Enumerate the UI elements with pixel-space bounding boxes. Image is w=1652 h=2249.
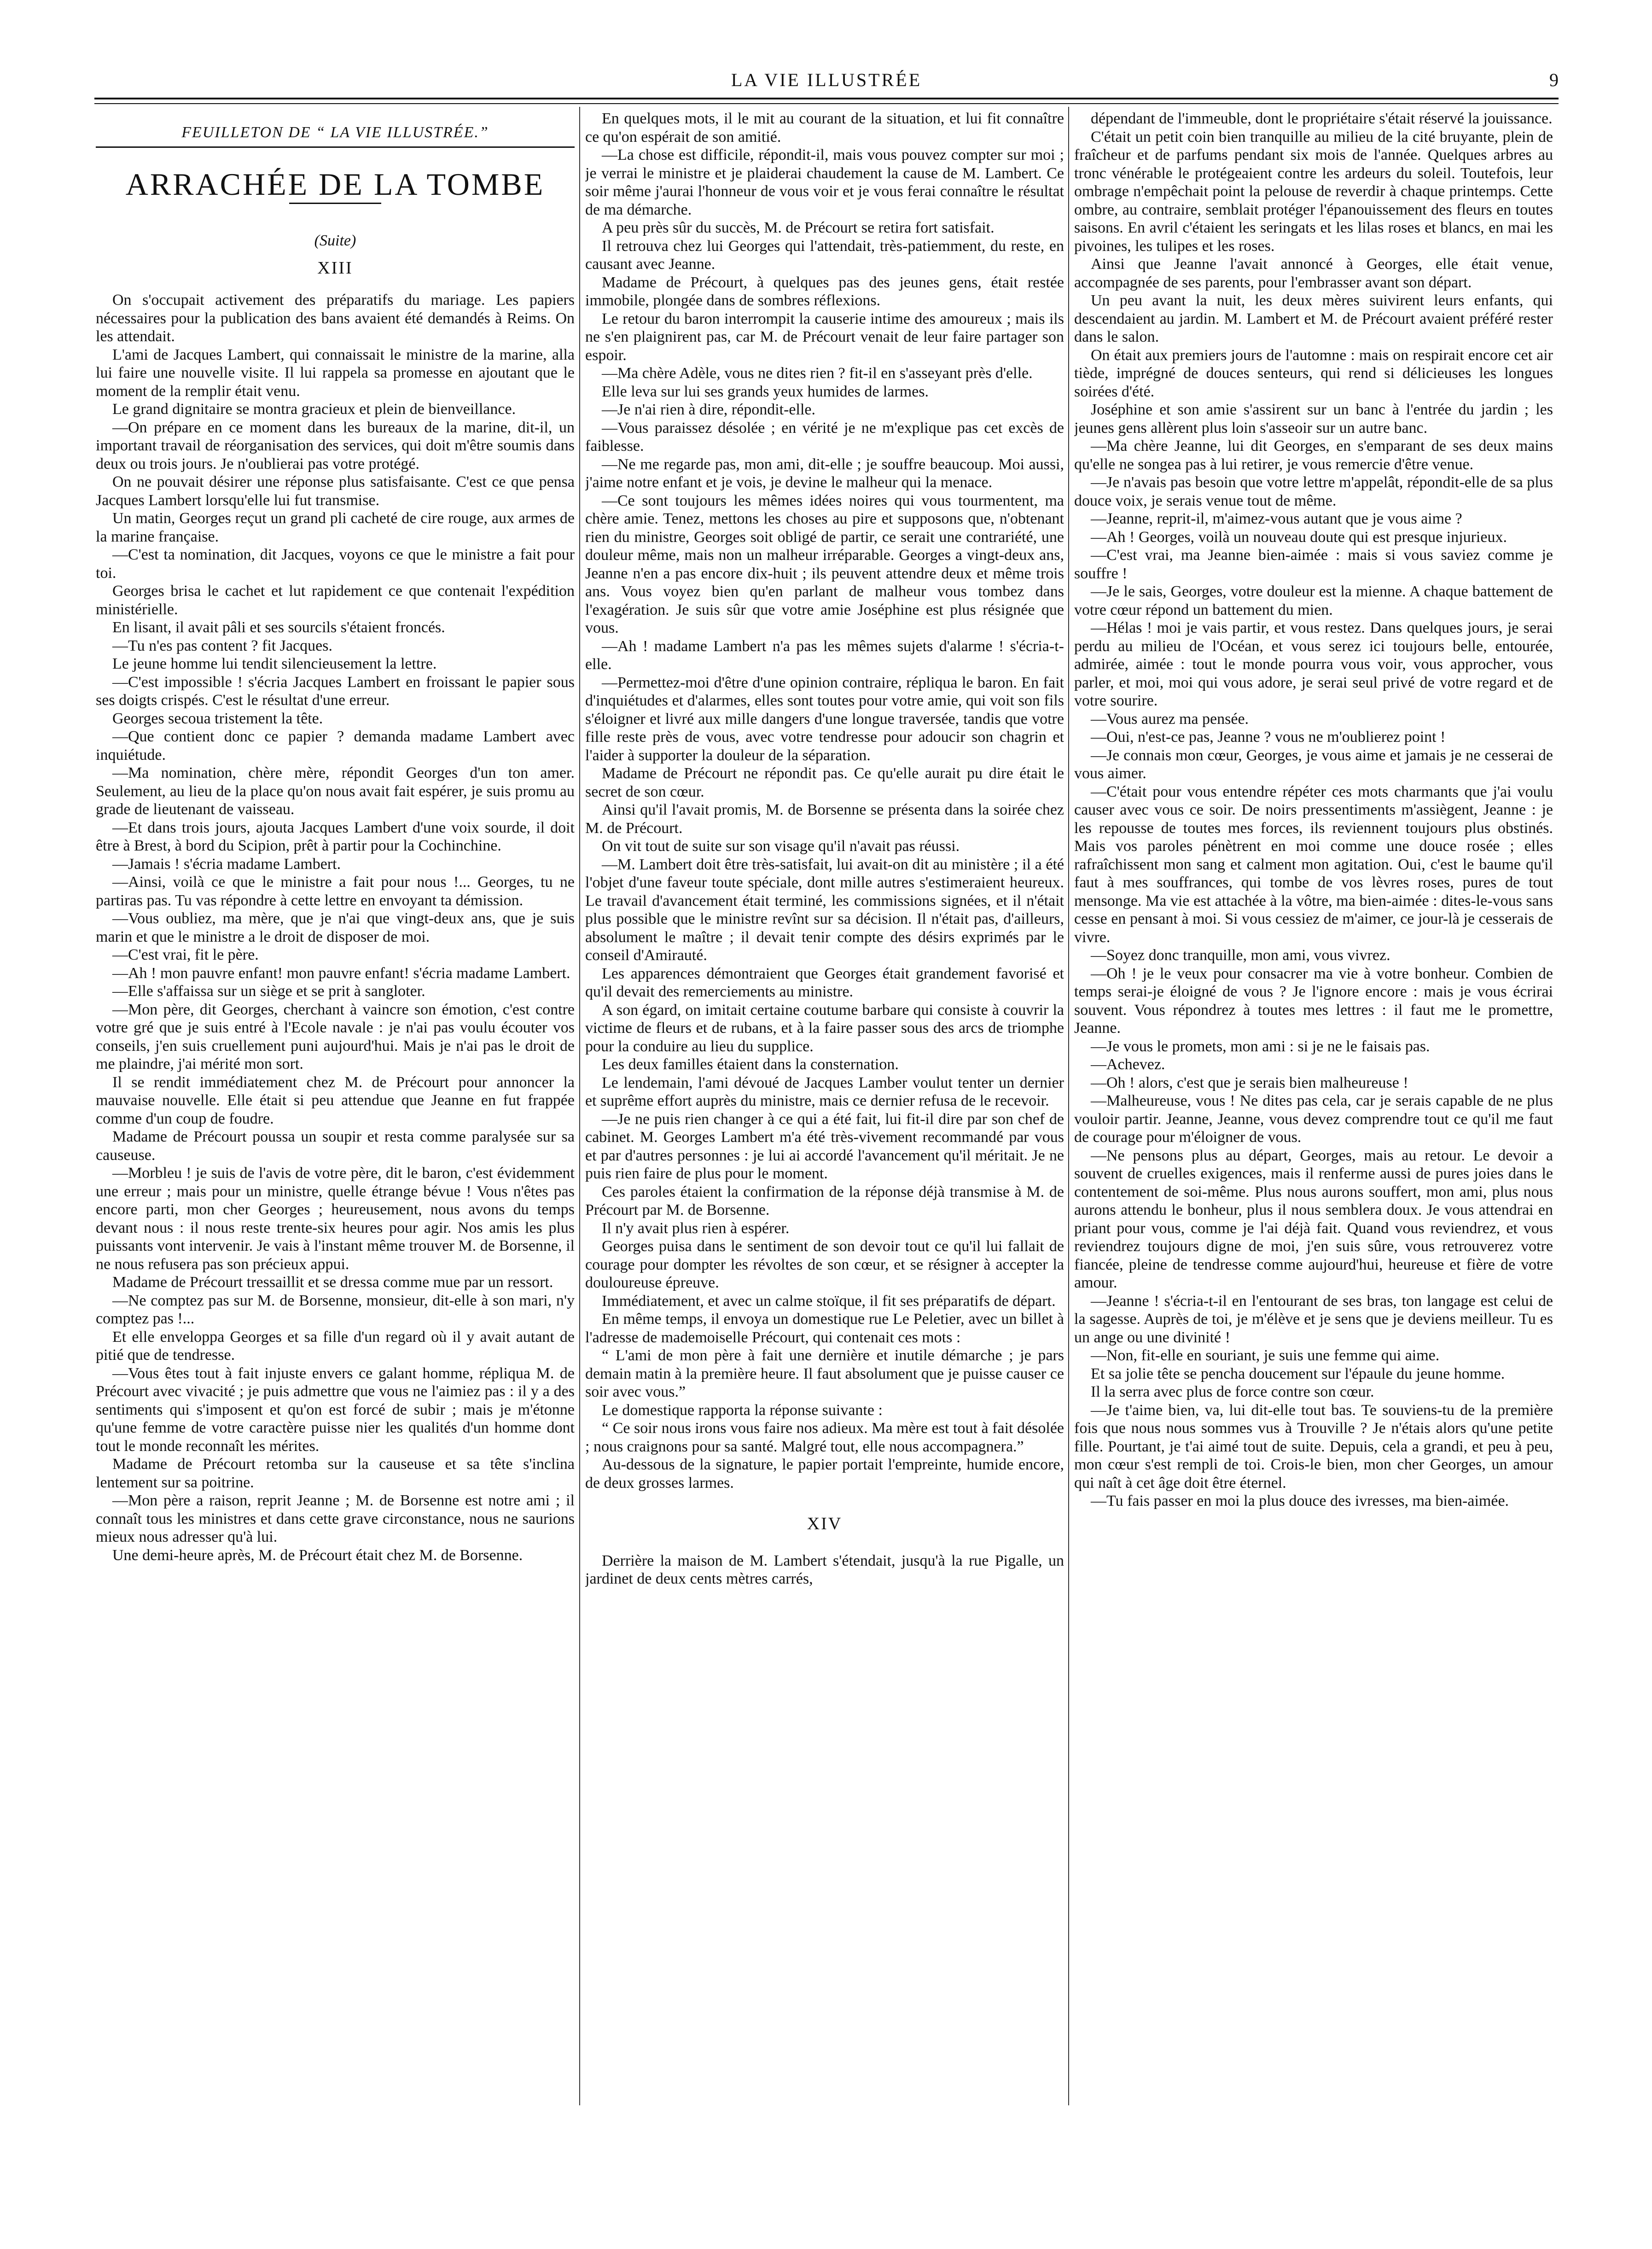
- paragraph: Et sa jolie tête se pencha doucement sur l'épaule du jeune homme.: [1091, 1365, 1505, 1382]
- paragraph: Madame de Précourt poussa un soupir et resta comme paralysée sur sa causeuse.: [96, 1128, 575, 1164]
- paragraph: —Je t'aime bien, va, lui dit-elle tout bas. Te souviens-tu de la première fois que nous nous sommes vus à Trouville ? Je n'étais alors qu'une petite fille. Pourtant, je t'ai aimé tout de suite. Depuis, cela a grandi, et peu à peu, mon cœur s'est rempli de toi. Crois-le bien, mon cher Georges, un amour qui naît à cet âge doit être éternel.: [1074, 1401, 1553, 1492]
- header-rule-thin: [94, 103, 1559, 104]
- paragraph: Madame de Précourt, à quelques pas des jeunes gens, était restée immobile, plongée dans de sombres réflexions.: [585, 274, 1064, 309]
- column-2: [585, 110, 1064, 2108]
- paragraph: On s'occupait activement des préparatifs du mariage. Les papiers nécessaires pour la publication des bans avaient été demandés à Reims. On les attendait.: [96, 291, 575, 345]
- paragraph: Georges puisa dans le sentiment de son devoir tout ce qu'il lui fallait de courage pour dompter les révoltes de son cœur, et se résigner à accepter la douloureuse épreuve.: [585, 1238, 1064, 1291]
- paragraph: —Vous êtes tout à fait injuste envers ce galant homme, répliqua M. de Précourt avec vivacité ; je puis admettre que vous ne l'aimiez pas : il y a des sentiments qui s'imposent et qu'on est forcé de subir ; mais je m'étonne qu'une femme de votre caractère puisse nier les qualités d'un homme dont tout le monde reconnaît les mérites.: [96, 1364, 575, 1455]
- paragraph: —Achevez.: [1091, 1056, 1165, 1073]
- paragraph: —Soyez donc tranquille, mon ami, vous vivrez.: [1091, 947, 1390, 964]
- paragraph: dépendant de l'immeuble, dont le propriétaire s'était réservé la jouissance.: [1091, 110, 1553, 127]
- header-rule: [94, 98, 1559, 99]
- paragraph: Ainsi qu'il l'avait promis, M. de Borsenne se présenta dans la soirée chez M. de Précourt.: [585, 801, 1064, 837]
- paragraph: —Ne pensons plus au départ, Georges, mais au retour. Le devoir a souvent de cruelles exigences, mais il renferme aussi de pures joies dans le contentement de soi-même. Plus nous aurons souffert, mon ami, plus nous aurons attendu le bonheur, plus il nous semblera doux. Je vous attendrai en priant pour vous, comme je l'ai déjà fait. Quand vous reviendrez, et vous reviendrez toujours digne de moi, j'en suis sûre, vous retrouverez votre fiancée, pleine de tendresse comme aujourd'hui, heureuse et fière de votre amour.: [1074, 1147, 1553, 1291]
- paragraph: —C'est impossible ! s'écria Jacques Lambert en froissant le papier sous ses doigts crispés. C'est le résultat d'une erreur.: [96, 673, 575, 709]
- paragraph: Elle leva sur lui ses grands yeux humides de larmes.: [602, 383, 929, 400]
- paragraph: Immédiatement, et avec un calme stoïque, il fit ses préparatifs de départ.: [602, 1292, 1056, 1310]
- paragraph: —C'est vrai, ma Jeanne bien-aimée : mais si vous saviez comme je souffre !: [1074, 547, 1553, 582]
- paragraph: —Tu fais passer en moi la plus douce des ivresses, ma bien-aimée.: [1091, 1492, 1509, 1509]
- paragraph: “ Ce soir nous irons vous faire nos adieux. Ma mère est tout à fait désolée ; nous craignons pour sa santé. Malgré tout, elle nous accompagnera.”: [585, 1420, 1064, 1455]
- paragraph: —Vous paraissez désolée ; en vérité je ne m'explique pas cet excès de faiblesse.: [585, 419, 1064, 454]
- suite-label: (Suite): [314, 232, 356, 249]
- paragraph: —On prépare en ce moment dans les bureaux de la marine, dit-il, un important travail de réorganisation des services, qui doit m'être soumis dans deux ou trois jours. Je n'oublierai pas votre protégé.: [96, 419, 575, 472]
- column-divider: [1068, 107, 1069, 2105]
- paragraph: —Ne me regarde pas, mon ami, dit-elle ; je souffre beaucoup. Moi aussi, j'aime notre enfant et je vois, je devine le malheur qui la menace.: [585, 455, 1064, 491]
- paragraph: —Ne comptez pas sur M. de Borsenne, monsieur, dit-elle à son mari, n'y comptez pas !...: [96, 1292, 575, 1327]
- paragraph: —La chose est difficile, répondit-il, mais vous pouvez compter sur moi ; je verrai le ministre et je plaiderai chaudement la cause de M. Lambert. Ce soir même j'aurai l'honneur de vous voir et je vous ferai connaître le résultat de ma démarche.: [585, 146, 1064, 218]
- paragraph: —Non, fit-elle en souriant, je suis une femme qui aime.: [1091, 1347, 1440, 1364]
- paragraph: En lisant, il avait pâli et ses sourcils s'étaient froncés.: [112, 619, 445, 636]
- paragraph: —Je le sais, Georges, votre douleur est la mienne. A chaque battement de votre cœur répond un battement du mien.: [1074, 583, 1553, 618]
- paragraph: Joséphine et son amie s'assirent sur un banc à l'entrée du jardin ; les jeunes gens allèrent plus loin s'asseoir sur un autre banc.: [1074, 401, 1553, 437]
- paragraph: —Ainsi, voilà ce que le ministre a fait pour nous !... Georges, tu ne partiras pas. Tu vas répondre à cette lettre en envoyant ta démission.: [96, 874, 575, 909]
- page-number: 9: [1549, 70, 1559, 90]
- paragraph: Une demi-heure après, M. de Précourt était chez M. de Borsenne.: [112, 1546, 523, 1564]
- paragraph: —Hélas ! moi je vais partir, et vous restez. Dans quelques jours, je serai perdu au milieu de l'Océan, et vous serez ici toujours belle, entourée, admirée, aimée : tout le monde pourra vous voir, vous approcher, vous parler, et moi, moi qui vous adore, je serai seul privé de votre regard et de votre sourire.: [1074, 619, 1553, 709]
- paragraph: —Que contient donc ce papier ? demanda madame Lambert avec inquiétude.: [96, 728, 575, 763]
- paragraph: —Mon père a raison, reprit Jeanne ; M. de Borsenne est notre ami ; il connaît tous les ministres et dans cette grave circonstance, nous ne saurions mieux nous adresser qu'à lui.: [96, 1492, 575, 1545]
- column-1: [96, 110, 575, 2108]
- paragraph: —Je n'avais pas besoin que votre lettre m'appelât, répondit-elle de sa plus douce voix, je serais venue tout de même.: [1074, 474, 1553, 509]
- paragraph: —C'est vrai, fit le père.: [112, 946, 259, 963]
- paragraph: En quelques mots, il le mit au courant de la situation, et lui fit connaître ce qu'on espérait de son amitié.: [585, 110, 1064, 146]
- paragraph: —Vous oubliez, ma mère, que je n'ai que vingt-deux ans, que je suis marin et que le ministre a le droit de disposer de moi.: [96, 910, 575, 945]
- paragraph: —Oh ! je le veux pour consacrer ma vie à votre bonheur. Combien de temps serai-je éloigné de vous ? Je l'ignore encore : mais je vous écrirai souvent. Vous répondrez à toutes mes lettres : il faut me le promettre, Jeanne.: [1074, 965, 1553, 1037]
- paragraph: —Tu n'es pas content ? fit Jacques.: [112, 637, 332, 654]
- paragraph: Georges brisa le cachet et lut rapidement ce que contenait l'expédition ministérielle.: [96, 583, 575, 618]
- paragraph: —Permettez-moi d'être d'une opinion contraire, répliqua le baron. En fait d'inquiétudes et d'alarmes, elles sont toutes pour votre amie, qui voit son fils s'éloigner et livré aux mille dangers d'une longue traversée, tandis que votre fille reste près de vous, avec votre tendresse pour adoucir son chagrin et l'aider à supporter la douleur de la séparation.: [585, 674, 1064, 764]
- paragraph: —Malheureuse, vous ! Ne dites pas cela, car je serais capable de ne plus vouloir partir. Jeanne, Jeanne, vous devez comprendre tout ce qu'il me faut de courage pour m'éloigner de vous.: [1074, 1092, 1553, 1146]
- paragraph: —Je ne puis rien changer à ce qui a été fait, lui fit-il dire par son chef de cabinet. M. Georges Lambert m'a été très-vivement recommandé par vous et par d'autres personnes : je lui ai accordé l'avancement qu'il méritait. Je ne puis rien faire de plus pour le moment.: [585, 1110, 1064, 1182]
- paragraph: Il n'y avait plus rien à espérer.: [602, 1219, 790, 1237]
- paragraph: On ne pouvait désirer une réponse plus satisfaisante. C'est ce que pensa Jacques Lambert lorsqu'elle lui fut transmise.: [96, 473, 575, 509]
- paragraph: —Mon père, dit Georges, cherchant à vaincre son émotion, c'est contre votre gré que je suis entré à l'Ecole navale : je n'ai pas voulu écouter vos conseils, j'en suis cruellement puni aujourd'hui. Mais je n'ai pas le droit de me plaindre, j'ai mérité mon sort.: [96, 1001, 575, 1072]
- column-3: [1074, 110, 1553, 2108]
- paragraph: —Jeanne, reprit-il, m'aimez-vous autant que je vous aime ?: [1091, 510, 1462, 527]
- paragraph: A son égard, on imitait certaine coutume barbare qui consiste à couvrir la victime de fleurs et de rubans, et à la faire passer sous des arcs de triomphe pour la conduire au lieu du supplice.: [585, 1001, 1064, 1055]
- paragraph: L'ami de Jacques Lambert, qui connaissait le ministre de la marine, alla lui faire une nouvelle visite. Il lui rappela sa promesse en ajoutant que le moment de la remplir était venu.: [96, 346, 575, 400]
- page-header: [94, 69, 1559, 97]
- paragraph: —Je vous le promets, mon ami : si je ne le faisais pas.: [1091, 1037, 1430, 1055]
- paragraph: Derrière la maison de M. Lambert s'étendait, jusqu'à la rue Pigalle, un jardinet de deux cents mètres carrés,: [585, 1552, 1064, 1587]
- paragraph: “ L'ami de mon père à fait une dernière et inutile démarche ; je pars demain matin à la première heure. Il faut absolument que je puisse causer ce soir avec vous.”: [585, 1347, 1064, 1400]
- paragraph: —C'est ta nomination, dit Jacques, voyons ce que le ministre a fait pour toi.: [96, 546, 575, 582]
- chapter-heading-13: XIII: [317, 258, 353, 278]
- paragraph: —C'était pour vous entendre répéter ces mots charmants que j'ai voulu causer avec vous ce soir. De noirs pressentiments m'assiègent, Jeanne : je les repousse de toutes mes forces, ils reviennent toujours plus obstinés. Mais vos paroles pénètrent en moi comme une douce rosée ; elles rafraîchissent mon sang et calment mon agitation. Oui, c'est le baume qu'il faut à mes souffrances, qui tombe de vos lèvres roses, pures de tout mensonge. Ma vie est attachée à la vôtre, ma bien-aimée : dites-le-vous sans cesse en pensant à moi. Si vous cessiez de m'aimer, ce jour-là je cesserais de vivre.: [1074, 783, 1553, 946]
- paragraph: —Vous aurez ma pensée.: [1091, 710, 1249, 728]
- paragraph: Il retrouva chez lui Georges qui l'attendait, très-patiemment, du reste, en causant avec Jeanne.: [585, 237, 1064, 273]
- journal-title: LA VIE ILLUSTRÉE: [731, 70, 922, 90]
- paragraph: Il la serra avec plus de force contre son cœur.: [1091, 1383, 1374, 1400]
- paragraph: On était aux premiers jours de l'automne : mais on respirait encore cet air tiède, imprégné de douces senteurs, qui rend si délicieuses les longues soirées d'été.: [1074, 346, 1553, 400]
- paragraph: —Et dans trois jours, ajouta Jacques Lambert d'une voix sourde, il doit être à Brest, à bord du Scipion, prêt à partir pour la Cochinchine.: [96, 819, 575, 854]
- paragraph: —Ah ! Georges, voilà un nouveau doute qui est presque injurieux.: [1091, 528, 1507, 546]
- column-3-body: [1074, 110, 1553, 1510]
- paragraph: Et elle enveloppa Georges et sa fille d'un regard où il y avait autant de pitié que de tendresse.: [96, 1328, 575, 1363]
- paragraph: Le grand dignitaire se montra gracieux et plein de bienveillance.: [112, 401, 516, 418]
- paragraph: —Ah ! madame Lambert n'a pas les mêmes sujets d'alarme ! s'écria-t-elle.: [585, 637, 1064, 673]
- paragraph: —Ma chère Jeanne, lui dit Georges, en s'emparant de ses deux mains qu'elle ne songea pas à lui retirer, je vous remercie d'être venue.: [1074, 437, 1553, 473]
- paragraph: Un peu avant la nuit, les deux mères suivirent leurs enfants, qui descendaient au jardin. M. Lambert et M. de Précourt avaient préféré rester dans le salon.: [1074, 292, 1553, 345]
- paragraph: Le domestique rapporta la réponse suivante :: [602, 1401, 883, 1419]
- title-rule: [289, 203, 381, 204]
- column-1-body: [96, 291, 575, 1564]
- paragraph: —Jeanne ! s'écria-t-il en l'entourant de ses bras, ton langage est celui de la sagesse. Auprès de toi, je m'élève et je sens que je deviens meilleur. Tu es un ange ou une divinité !: [1074, 1292, 1553, 1346]
- paragraph: Madame de Précourt retomba sur la causeuse et sa tête s'inclina lentement sur sa poitrine.: [96, 1456, 575, 1491]
- paragraph: —Ma chère Adèle, vous ne dites rien ? fit-il en s'asseyant près d'elle.: [602, 365, 1033, 382]
- paragraph: Ainsi que Jeanne l'avait annoncé à Georges, elle était venue, accompagnée de ses parents, pour l'embrasser avant son départ.: [1074, 256, 1553, 291]
- paragraph: Madame de Précourt ne répondit pas. Ce qu'elle aurait pu dire était le secret de son cœur.: [585, 765, 1064, 800]
- paragraph: On vit tout de suite sur son visage qu'il n'avait pas réussi.: [602, 838, 960, 855]
- chapter-heading-14: XIV: [807, 1514, 843, 1533]
- paragraph: Georges secoua tristement la tête.: [112, 710, 323, 727]
- paragraph: Le jeune homme lui tendit silencieusement la lettre.: [112, 655, 437, 672]
- paragraph: Le retour du baron interrompit la causerie intime des amoureux ; mais ils ne s'en plaignirent pas, car M. de Précourt venait de leur faire partager son espoir.: [585, 310, 1064, 364]
- paragraph: Ces paroles étaient la confirmation de la réponse déjà transmise à M. de Précourt par M. de Borsenne.: [585, 1183, 1064, 1218]
- paragraph: —Ah ! mon pauvre enfant! mon pauvre enfant! s'écria madame Lambert.: [112, 964, 570, 982]
- paragraph: —Morbleu ! je suis de l'avis de votre père, dit le baron, c'est évidemment une erreur ; mais pour un ministre, quelle étrange bévue ! Vous n'êtes pas encore parti, mon cher Georges ; heureusement, nous avons du temps devant nous : il nous reste trente-six heures pour agir. Nos amis les plus puissants vont intervenir. Je vais à l'instant même trouver M. de Borsenne, il ne nous refusera pas son précieux appui.: [96, 1165, 575, 1273]
- paragraph: —Jamais ! s'écria madame Lambert.: [112, 855, 341, 873]
- paragraph: Le lendemain, l'ami dévoué de Jacques Lamber voulut tenter un dernier et suprême effort auprès du ministre, mais ce dernier refusa de le recevoir.: [585, 1074, 1064, 1109]
- paragraph: —Elle s'affaissa sur un siège et se prit à sangloter.: [112, 983, 425, 1000]
- column-2-body: [585, 110, 1064, 1492]
- paragraph: A peu près sûr du succès, M. de Précourt se retira fort satisfait.: [602, 219, 995, 236]
- paragraph: Un matin, Georges reçut un grand pli cacheté de cire rouge, aux armes de la marine française.: [96, 510, 575, 545]
- paragraph: C'était un petit coin bien tranquille au milieu de la cité bruyante, plein de fraîcheur et de parfums pendant six mois de l'année. Quelques arbres au tronc vénérable le protégeaient contre les ardeurs du soleil. Toutefois, leur ombrage n'empêchait point la pelouse de reverdir à chaque printemps. Cette ombre, au contraire, semblait protéger l'épanouissement des fleurs en toutes saisons. En avril c'étaient les seringats et les lilas roses et blancs, en mai les pivoines, les tulipes et les roses.: [1074, 128, 1553, 255]
- column-divider: [579, 107, 580, 2105]
- paragraph: Au-dessous de la signature, le papier portait l'empreinte, humide encore, de deux grosses larmes.: [585, 1456, 1064, 1492]
- story-title: ARRACHÉE DE LA TOMBE: [125, 166, 545, 202]
- paragraph: —Oui, n'est-ce pas, Jeanne ? vous ne m'oublierez point !: [1091, 728, 1446, 746]
- paragraph: Les apparences démontraient que Georges était grandement favorisé et qu'il devait des remerciements au ministre.: [585, 965, 1064, 1000]
- paragraph: —Ce sont toujours les mêmes idées noires qui vous tourmentent, ma chère amie. Tenez, mettons les choses au pire et supposons que, n'obtenant rien du ministre, Georges soit obligé de partir, ce serait une contrariété, une douleur même, mais non un malheur irréparable. Georges a vingt-deux ans, Jeanne n'en a pas encore dix-huit ; ils peuvent attendre deux et même trois ans. Vous voyez bien qu'en parlant de malheur vous tombez dans l'exagération. Je suis sûr que votre amie Joséphine est plus résignée que vous.: [585, 492, 1064, 636]
- column-2-body-continued: [585, 1552, 1064, 1588]
- paragraph: —Je n'ai rien à dire, répondit-elle.: [602, 401, 815, 418]
- feuilleton-label: FEUILLETON DE “ LA VIE ILLUSTRÉE.”: [96, 110, 575, 148]
- paragraph: —Ma nomination, chère mère, répondit Georges d'un ton amer. Seulement, au lieu de la place qu'on nous avait fait espérer, je suis promu au grade de lieutenant de vaisseau.: [96, 764, 575, 818]
- paragraph: —M. Lambert doit être très-satisfait, lui avait-on dit au ministère ; il a été l'objet d'une faveur toute spéciale, dont mille autres s'estimeraient heureux. Le travail d'avancement était terminé, les commissions signées, et il n'était plus possible que le ministre revînt sur sa décision. Il n'était pas, d'ailleurs, absolument le maître ; il devait tenir compte des désirs exprimés par le conseil d'Amirauté.: [585, 856, 1064, 964]
- paragraph: —Je connais mon cœur, Georges, je vous aime et jamais je ne cesserai de vous aimer.: [1074, 746, 1553, 782]
- paragraph: En même temps, il envoya un domestique rue Le Peletier, avec un billet à l'adresse de mademoiselle Précourt, qui contenait ces mots :: [585, 1311, 1064, 1346]
- paragraph: —Oh ! alors, c'est que je serais bien malheureuse !: [1091, 1074, 1408, 1091]
- paragraph: Les deux familles étaient dans la consternation.: [602, 1056, 899, 1073]
- paragraph: Il se rendit immédiatement chez M. de Précourt pour annoncer la mauvaise nouvelle. Elle était si peu attendue que Jeanne en fut frappée comme d'un coup de foudre.: [96, 1073, 575, 1127]
- paragraph: Madame de Précourt tressaillit et se dressa comme mue par un ressort.: [112, 1274, 553, 1291]
